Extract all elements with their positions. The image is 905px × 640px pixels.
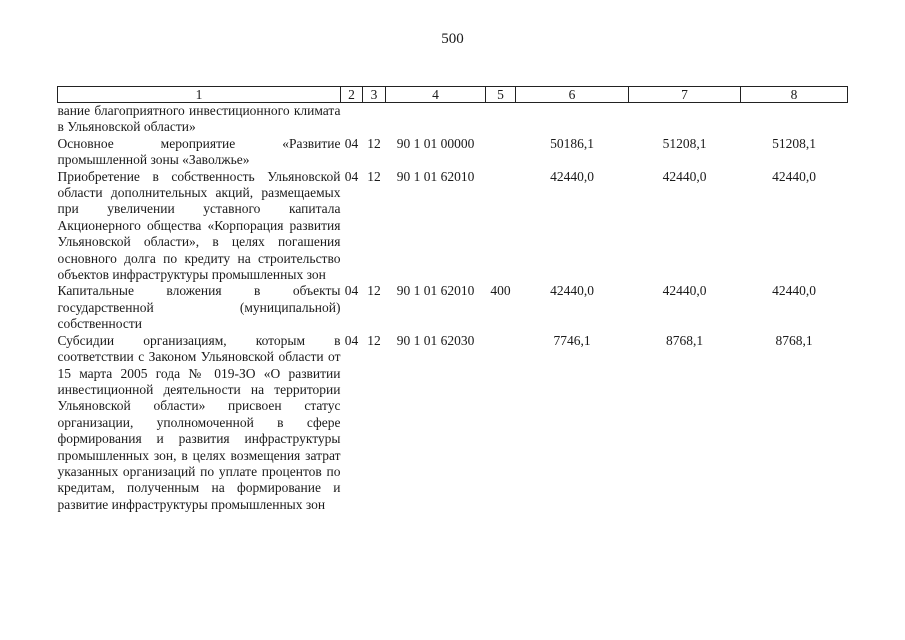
row-target-code: [386, 103, 486, 136]
row-expense-type: [486, 169, 516, 284]
row-expense-type: 400: [490, 283, 511, 299]
row-amount-col6: 42440,0: [550, 283, 594, 299]
row-amount-col8: 42440,0: [772, 168, 816, 184]
row-target-code: 90 1 01 62030: [396, 332, 475, 348]
row-amount-col7: [629, 103, 741, 136]
row-section: [341, 103, 363, 136]
row-subsection: 12: [367, 135, 381, 151]
row-subsection: 12: [367, 283, 381, 299]
row-amount-col7: 8768,1: [665, 332, 704, 348]
row-expense-type: [486, 136, 516, 169]
row-amount-col6: [516, 103, 629, 136]
row-section: 04: [344, 332, 359, 348]
row-description: вание благоприятного инвестиционного климата в Ульяновской области»: [57, 103, 341, 135]
row-expense-type: [486, 103, 516, 136]
row-amount-col7: 42440,0: [662, 168, 707, 184]
table-row: [58, 169, 848, 284]
row-amount-col8: [741, 103, 848, 136]
row-target-code: 90 1 01 62010: [396, 168, 475, 184]
row-amount-col6: 42440,0: [550, 168, 594, 184]
row-section: 04: [344, 135, 359, 151]
table-row: [58, 333, 848, 513]
row-section: 04: [344, 168, 359, 184]
row-amount-col6: 50186,1: [550, 135, 594, 151]
row-amount-col8: 51208,1: [772, 135, 816, 151]
header-col-6: 6: [516, 87, 629, 103]
row-section: 04: [344, 283, 359, 299]
header-col-1: 1: [58, 87, 341, 103]
page-number: 500: [441, 31, 464, 47]
header-row: [58, 87, 848, 103]
row-amount-col7: 51208,1: [662, 135, 707, 151]
table-row: [58, 283, 848, 332]
header-col-7: 7: [629, 87, 741, 103]
row-target-code: 90 1 01 00000: [396, 135, 475, 151]
row-target-code: 90 1 01 62010: [396, 283, 475, 299]
row-amount-col8: 42440,0: [772, 283, 816, 299]
row-description: Приобретение в собственность Ульяновской области дополнительных акций, размещаемых при увеличении уставного капитала Акционерного общества «Корпорация развития Ульяновской области», в целях погашения основного долга по кредиту на строительство объектов инфраструктуры промышленных зон: [57, 168, 341, 283]
row-amount-col7: 42440,0: [662, 283, 707, 299]
table-row: [58, 136, 848, 169]
row-subsection: [363, 103, 386, 136]
row-subsection: 12: [367, 168, 381, 184]
row-amount-col8: 8768,1: [775, 332, 813, 348]
row-amount-col6: 7746,1: [553, 332, 591, 348]
row-description: Основное мероприятие «Развитие промышленной зоны «Заволжье»: [57, 135, 341, 168]
row-subsection: 12: [367, 332, 381, 348]
header-col-2: 2: [341, 87, 363, 103]
header-col-5: 5: [486, 87, 516, 103]
table-row: [58, 103, 848, 136]
row-description: Субсидии организациям, которым в соответствии с Законом Ульяновской области от 15 марта 2005 года № 019-ЗО «О развитии инвестиционной деятельности на территории Ульяновской области» присвоен статус организации, уполномоченной в сфере формирования и развития инфраструктуры промышленных зон, в целях возмещения затрат указанных организаций по уплате процентов по кредитам, полученным на формирование и развитие инфраструктуры промышленных зон: [57, 332, 341, 512]
row-description: Капитальные вложения в объекты государственной (муниципальной) собственности: [57, 283, 341, 332]
header-col-4: 4: [386, 87, 486, 103]
header-col-3: 3: [363, 87, 386, 103]
budget-table: [57, 86, 848, 513]
row-expense-type: [486, 333, 516, 513]
header-col-8: 8: [741, 87, 848, 103]
